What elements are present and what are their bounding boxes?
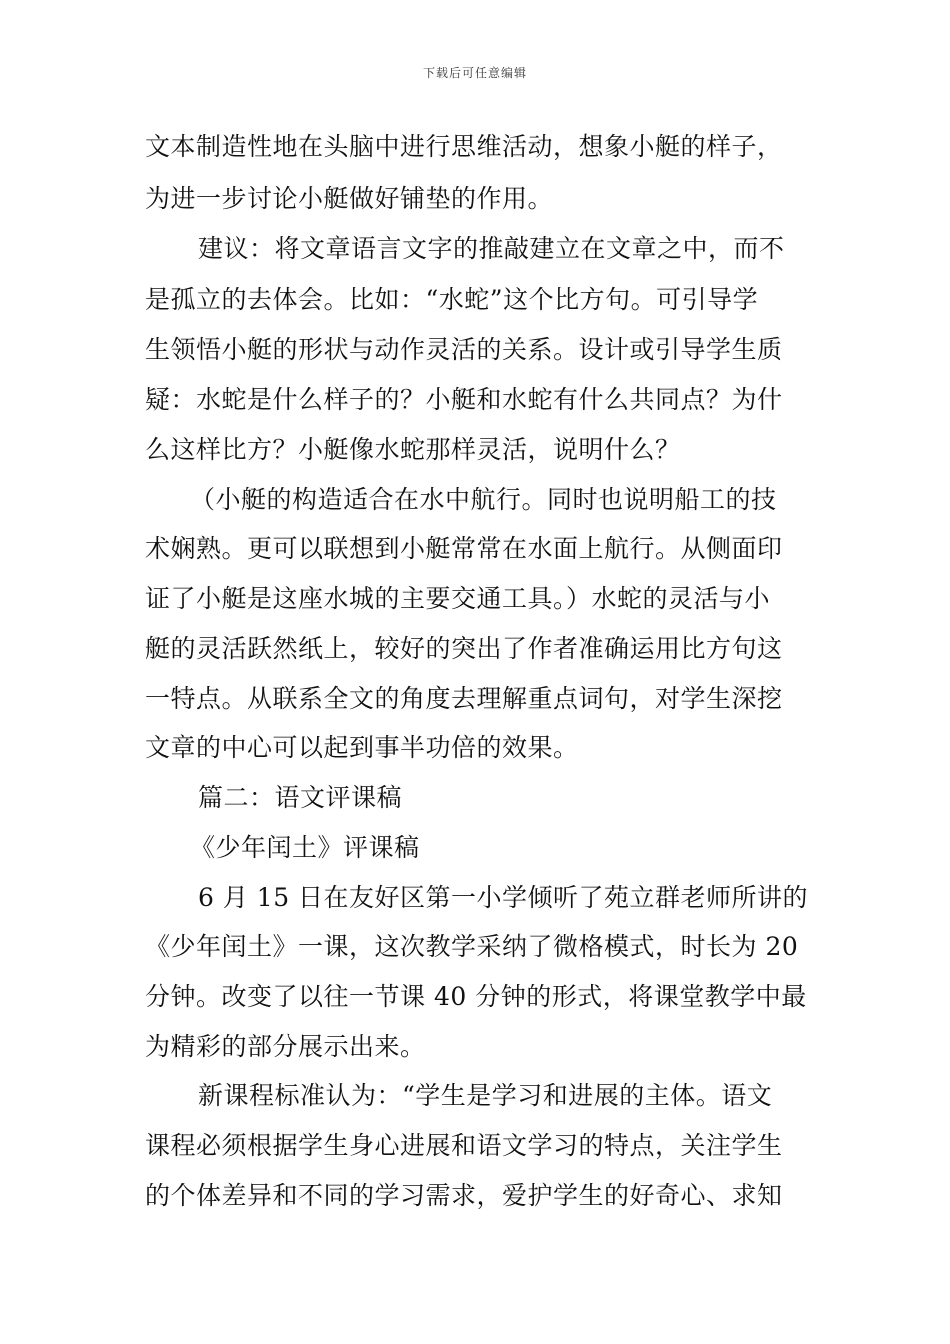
body-line: 《少年闰土》一课，这次教学采纳了微格模式，时长为 20 xyxy=(145,932,799,961)
body-line: 文章的中心可以起到事半功倍的效果。 xyxy=(145,733,579,762)
body-line: 文本制造性地在头脑中进行思维活动，想象小艇的样子， xyxy=(145,132,783,161)
body-line: 生领悟小艇的形状与动作灵活的关系。设计或引导学生质 xyxy=(145,335,783,364)
body-line: 新课程标准认为：“学生是学习和进展的主体。语文 xyxy=(198,1081,773,1110)
body-line: （小艇的构造适合在水中航行。同时也说明船工的技 xyxy=(190,485,777,514)
section-heading: 篇二：语文评课稿 xyxy=(198,783,403,812)
page-header: 下载后可任意编辑 xyxy=(422,66,527,80)
body-line: 术娴熟。更可以联想到小艇常常在水面上航行。从侧面印 xyxy=(145,534,783,563)
body-line: 为精彩的部分展示出来。 xyxy=(145,1032,426,1061)
body-line: 一特点。从联系全文的角度去理解重点词句，对学生深挖 xyxy=(145,684,783,713)
body-line: 证了小艇是这座水城的主要交通工具。）水蛇的灵活与小 xyxy=(145,584,771,613)
body-line: 分钟。改变了以往一节课 40 分钟的形式，将课堂教学中最 xyxy=(145,982,807,1011)
body-line: 建议：将文章语言文字的推敲建立在文章之中，而不 xyxy=(198,234,785,263)
body-line: 疑：水蛇是什么样子的？小艇和水蛇有什么共同点？为什 xyxy=(145,385,783,414)
body-line: 艇的灵活跃然纸上，较好的突出了作者准确运用比方句这 xyxy=(145,634,783,663)
body-line: 的个体差异和不同的学习需求，爱护学生的好奇心、求知 xyxy=(145,1181,783,1210)
body-line: 是孤立的去体会。比如：“水蛇”这个比方句。可引导学 xyxy=(145,285,759,314)
body-line: 课程必须根据学生身心进展和语文学习的特点，关注学生 xyxy=(145,1131,783,1160)
body-line: 为进一步讨论小艇做好铺垫的作用。 xyxy=(145,184,554,213)
body-line: 么这样比方？小艇像水蛇那样灵活，说明什么？ xyxy=(145,435,681,464)
article-title: 《少年闰土》评课稿 xyxy=(190,833,420,862)
body-line: 6 月 15 日在友好区第一小学倾听了苑立群老师所讲的 xyxy=(198,883,809,912)
